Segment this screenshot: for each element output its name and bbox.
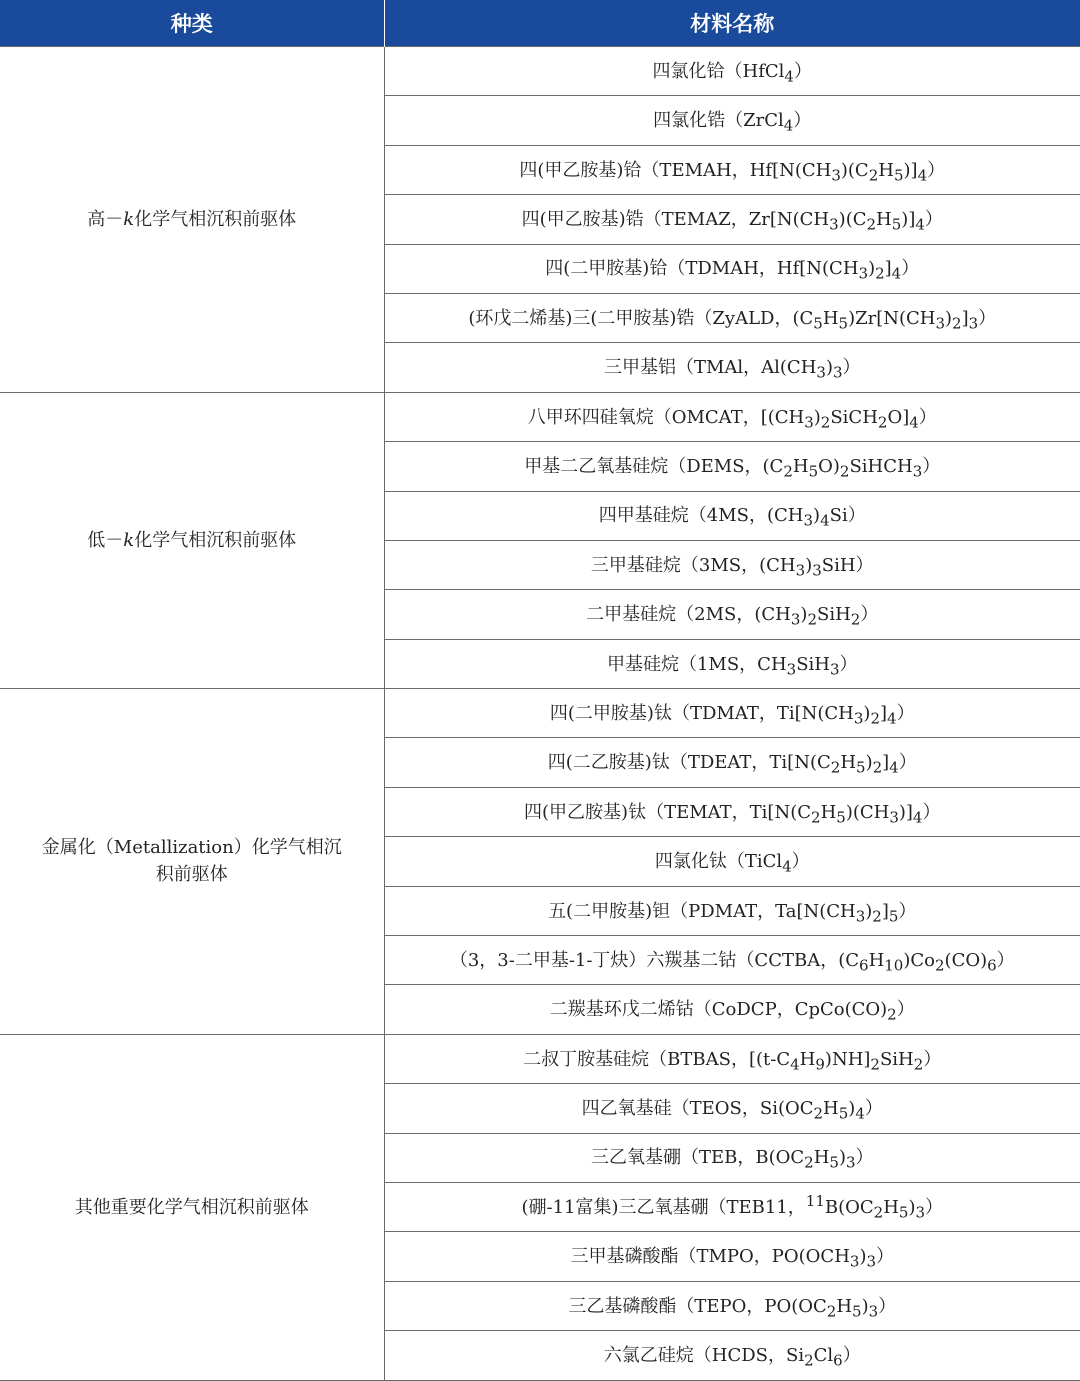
material-cell: 六氯乙硅烷（HCDS，$Si_2Cl_6$） <box>384 1331 1080 1380</box>
material-cell: (硼-11富集)三乙氧基硼（TEB11，$^{11}B(OC_2H_5)_3$） <box>384 1182 1080 1231</box>
material-cell: 四氯化铪（HfCl$_4$） <box>384 47 1080 96</box>
material-cell: 八甲环四硅氧烷（OMCAT，$[(CH_3)_2SiCH_2O]_4$） <box>384 392 1080 441</box>
material-cell: 四(二甲胺基)钛（TDMAT，$Ti[N(CH_3)_2]_4$） <box>384 689 1080 738</box>
material-cell: （3，3-二甲基-1-丁炔）六羰基二钴（CCTBA，$(C_6H_{10})Co_2(CO)_6$） <box>384 936 1080 985</box>
material-cell: 三甲基磷酸酯（TMPO，$PO(OCH_3)_3$） <box>384 1232 1080 1281</box>
material-cell: 四(二甲胺基)铪（TDMAH，$Hf[N(CH_3)_2]_4$） <box>384 244 1080 293</box>
material-cell: 五(二甲胺基)钽（PDMAT，$Ta[N(CH_3)_2]_5$） <box>384 886 1080 935</box>
material-cell: 四甲基硅烷（4MS，$(CH_3)_4Si$） <box>384 491 1080 540</box>
material-cell: 四乙氧基硅（TEOS，$Si(OC_2H_5)_4$） <box>384 1084 1080 1133</box>
material-cell: 三甲基铝（TMAl，$Al(CH_3)_3$） <box>384 343 1080 392</box>
material-cell: 甲基二乙氧基硅烷（DEMS，$(C_2H_5O)_2SiHCH_3$） <box>384 442 1080 491</box>
category-cell: 金属化（Metallization）化学气相沉积前驱体 <box>0 689 384 1035</box>
material-cell: 三乙基磷酸酯（TEPO，$PO(OC_2H_5)_3$） <box>384 1281 1080 1330</box>
header-material-name: 材料名称 <box>384 0 1080 47</box>
material-cell: (环戊二烯基)三(二甲胺基)锆（ZyALD，$(C_5H_5)Zr[N(CH_3)_2]_3$） <box>384 293 1080 342</box>
material-cell: 三甲基硅烷（3MS，$(CH_3)_3SiH$） <box>384 540 1080 589</box>
material-cell: 四(甲乙胺基)钛（TEMAT，$Ti[N(C_2H_5)(CH_3)]_4$） <box>384 787 1080 836</box>
material-cell: 二羰基环戊二烯钴（CoDCP，$CpCo(CO)_2$） <box>384 985 1080 1034</box>
category-cell: 高－k化学气相沉积前驱体 <box>0 47 384 393</box>
material-cell: 四(二乙胺基)钛（TDEAT，$Ti[N(C_2H_5)_2]_4$） <box>384 738 1080 787</box>
header-row <box>0 0 1080 47</box>
table-row <box>0 392 1080 441</box>
table-row <box>0 689 1080 738</box>
material-cell: 四(甲乙胺基)锆（TEMAZ，$Zr[N(CH_3)(C_2H_5)]_4$） <box>384 195 1080 244</box>
table-row <box>0 47 1080 96</box>
material-cell: 甲基硅烷（1MS，$CH_3SiH_3$） <box>384 639 1080 688</box>
material-cell: 四(甲乙胺基)铪（TEMAH，$Hf[N(CH_3)(C_2H_5)]_4$） <box>384 145 1080 194</box>
table-body <box>0 47 1080 1381</box>
header-category: 种类 <box>0 0 384 47</box>
material-cell: 四氯化钛（TiCl$_4$） <box>384 837 1080 886</box>
material-cell: 四氯化锆（ZrCl$_4$） <box>384 96 1080 145</box>
material-cell: 二甲基硅烷（2MS，$(CH_3)_2SiH_2$） <box>384 590 1080 639</box>
category-cell: 低－k化学气相沉积前驱体 <box>0 392 384 688</box>
material-cell: 三乙氧基硼（TEB，$B(OC_2H_5)_3$） <box>384 1133 1080 1182</box>
material-cell: 二叔丁胺基硅烷（BTBAS，$[(t-C_4H_9)NH]_2SiH_2$） <box>384 1034 1080 1083</box>
table-row <box>0 1034 1080 1083</box>
category-cell: 其他重要化学气相沉积前驱体 <box>0 1034 384 1380</box>
